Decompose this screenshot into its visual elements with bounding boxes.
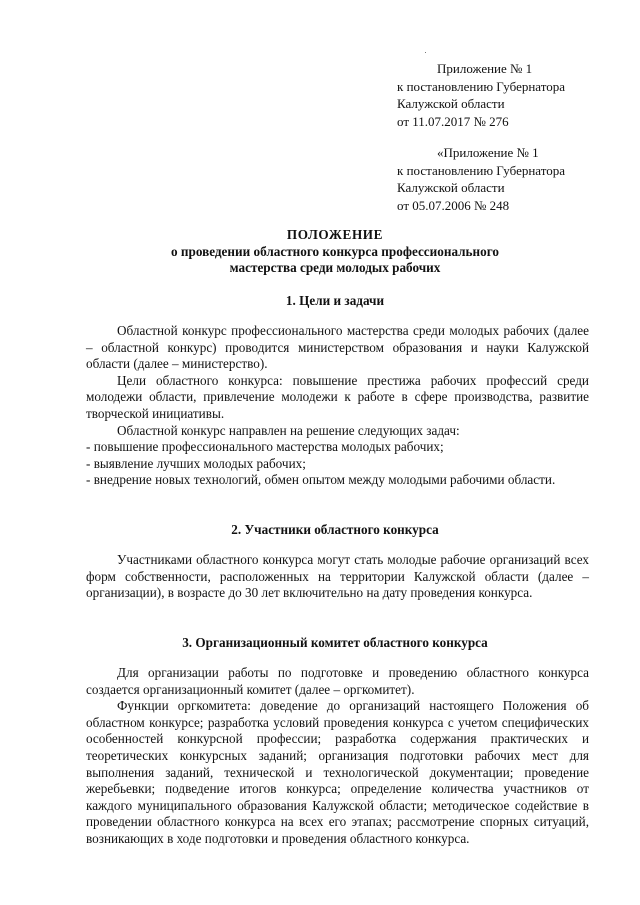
annex-original-line-1: «Приложение № 1 — [437, 145, 539, 160]
annex-current-line-3: Калужской области — [397, 96, 505, 111]
annex-note-original — [397, 144, 627, 214]
list-item: - внедрение новых технологий, обмен опытом между молодыми рабочими области. — [86, 472, 556, 488]
title-sub-line-2: мастерства среди молодых рабочих — [229, 260, 441, 275]
section-3-heading: 3. Организационный комитет областного конкурса — [182, 635, 488, 650]
section-3-paragraph-2: Функции оргкомитета: доведение до организаций настоящего Положения об областном конкурсе; разработка условий проведения конкурса с учетом специфических особенностей конкурсной профессии; разработка содержания практических и теоретических конкурсных заданий; организация подготовки рабочих мест для выполнения заданий, технической и технологической документации; проведение жеребьевки; подведение итогов конкурса; определение количества участников от каждого муниципального образования Калужской области; методическое содействие в проведении областного конкурса на всех его этапах; рассмотрение спорных ситуаций, возникающих в ходе подготовки и проведения областного конкурса. — [86, 698, 589, 846]
list-item: - выявление лучших молодых рабочих; — [86, 455, 306, 471]
title-sub-line-1: о проведении областного конкурса профессионального — [171, 243, 499, 259]
section-1-paragraph-1: Областной конкурс профессионального мастерства среди молодых рабочих (далее – областной конкурс) проводится министерством образования и науки Калужской области (далее – министерство). — [86, 323, 589, 372]
annex-current-line-2: к постановлению Губернатора — [397, 78, 566, 94]
list-item: - повышение профессионального мастерства молодых рабочих; — [86, 439, 444, 455]
section-3-body — [86, 665, 589, 848]
document-title — [70, 227, 600, 277]
annex-original-line-4: от 05.07.2006 № 248 — [397, 197, 510, 213]
section-2-heading: 2. Участники областного конкурса — [231, 522, 439, 537]
section-1-body — [86, 323, 589, 489]
section-3-paragraph-1: Для организации работы по подготовке и проведению областного конкурса создается организационный комитет (далее – оргкомитет). — [86, 665, 589, 697]
annex-original-line-3: Калужской области — [397, 180, 505, 195]
section-1-paragraph-3: Областной конкурс направлен на решение следующих задач: — [117, 422, 460, 438]
annex-original-line-2: к постановлению Губернатора — [397, 162, 566, 178]
annex-current-line-4: от 11.07.2017 № 276 — [397, 113, 509, 129]
section-2-paragraph-1: Участниками областного конкурса могут стать молодые рабочие организаций всех форм собственности, расположенных на территории Калужской области (далее – организации), в возрасте до 30 лет включительно на дату проведения конкурса. — [86, 552, 589, 601]
section-1-paragraph-2: Цели областного конкурса: повышение престижа рабочих профессий среди молодежи области, привлечение молодежи к работе в сфере производства, развитие творческой инициативы. — [86, 372, 589, 421]
section-2-body — [86, 552, 589, 602]
section-1-heading: 1. Цели и задачи — [285, 293, 385, 308]
annex-note-current — [397, 60, 627, 130]
annex-current-line-1: Приложение № 1 — [437, 61, 533, 76]
title-main: ПОЛОЖЕНИЕ — [286, 227, 384, 242]
scan-speck — [425, 52, 426, 53]
